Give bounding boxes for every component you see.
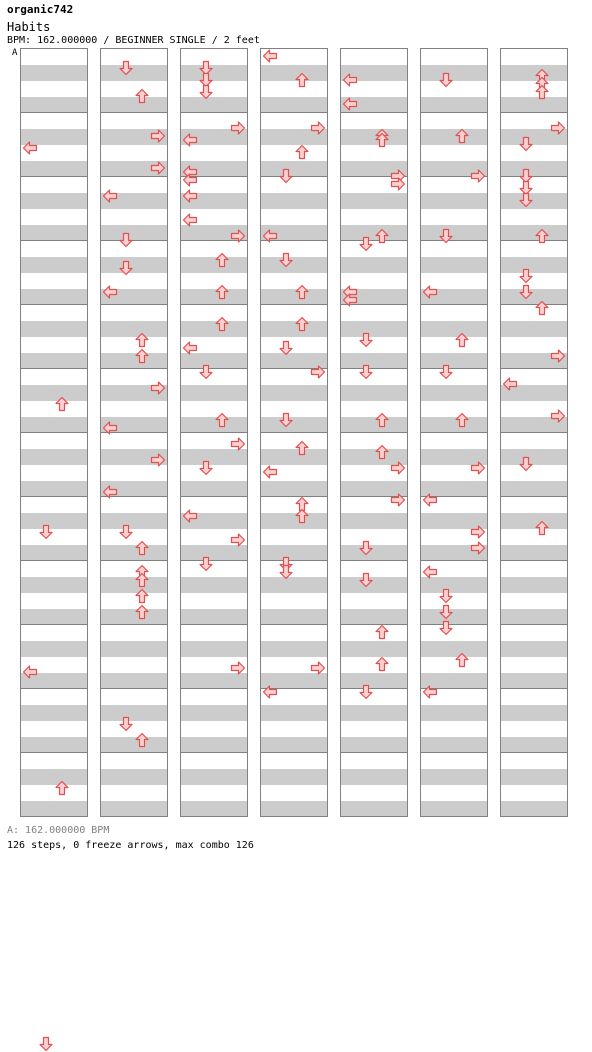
step-arrow-down-icon <box>38 1036 54 1052</box>
step-arrow-left-icon <box>102 284 118 300</box>
step-arrow-down-icon <box>518 268 534 284</box>
measure-block <box>420 176 488 241</box>
step-arrow-up-icon <box>374 132 390 148</box>
step-arrow-down-icon <box>358 540 374 556</box>
measure-block <box>340 304 408 369</box>
measure-block <box>500 432 568 497</box>
step-arrow-right-icon <box>150 380 166 396</box>
step-arrow-left-icon <box>502 376 518 392</box>
step-arrow-left-icon <box>422 564 438 580</box>
step-arrow-down-icon <box>118 60 134 76</box>
step-arrow-right-icon <box>230 120 246 136</box>
measure-block <box>260 752 328 817</box>
step-arrow-right-icon <box>230 436 246 452</box>
measure-block <box>180 624 248 689</box>
step-arrow-down-icon <box>38 524 54 540</box>
step-arrow-left-icon <box>182 172 198 188</box>
step-arrow-up-icon <box>454 412 470 428</box>
step-arrow-left-icon <box>262 684 278 700</box>
step-arrow-up-icon <box>374 444 390 460</box>
step-arrow-right-icon <box>470 168 486 184</box>
step-arrow-left-icon <box>262 464 278 480</box>
step-arrow-down-icon <box>278 412 294 428</box>
step-arrow-up-icon <box>534 228 550 244</box>
step-arrow-up-icon <box>134 332 150 348</box>
step-arrow-up-icon <box>134 572 150 588</box>
step-arrow-up-icon <box>374 624 390 640</box>
step-arrow-left-icon <box>422 684 438 700</box>
step-arrow-down-icon <box>438 604 454 620</box>
step-arrow-right-icon <box>390 460 406 476</box>
step-arrow-down-icon <box>358 364 374 380</box>
measure-block <box>100 624 168 689</box>
step-arrow-right-icon <box>310 660 326 676</box>
step-arrow-down-icon <box>438 364 454 380</box>
step-arrow-left-icon <box>422 492 438 508</box>
step-arrow-up-icon <box>134 540 150 556</box>
user-name: organic742 <box>7 3 74 16</box>
step-arrow-right-icon <box>470 524 486 540</box>
step-arrow-down-icon <box>518 284 534 300</box>
step-arrow-left-icon <box>182 212 198 228</box>
step-arrow-left-icon <box>342 292 358 308</box>
measure-block <box>420 48 488 113</box>
step-arrow-down-icon <box>278 168 294 184</box>
step-arrow-left-icon <box>102 188 118 204</box>
measure-block <box>500 240 568 305</box>
step-arrow-down-icon <box>438 620 454 636</box>
step-arrow-left-icon <box>422 284 438 300</box>
step-arrow-down-icon <box>278 564 294 580</box>
step-arrow-left-icon <box>22 664 38 680</box>
step-arrow-down-icon <box>118 232 134 248</box>
step-arrow-right-icon <box>390 492 406 508</box>
step-arrow-up-icon <box>294 316 310 332</box>
measure-block <box>100 176 168 241</box>
chart-column <box>100 48 168 816</box>
step-arrow-up-icon <box>294 144 310 160</box>
step-arrow-down-icon <box>518 136 534 152</box>
step-arrow-left-icon <box>182 132 198 148</box>
step-arrow-up-icon <box>294 284 310 300</box>
measure-block <box>260 560 328 625</box>
measure-block <box>500 560 568 625</box>
step-arrow-up-icon <box>134 604 150 620</box>
step-arrow-right-icon <box>550 408 566 424</box>
step-arrow-down-icon <box>118 716 134 732</box>
measure-block <box>500 624 568 689</box>
step-arrow-down-icon <box>118 260 134 276</box>
chart-column <box>420 48 488 816</box>
step-arrow-up-icon <box>374 412 390 428</box>
step-arrow-down-icon <box>358 572 374 588</box>
chart-column <box>180 48 248 816</box>
step-arrow-right-icon <box>470 460 486 476</box>
measure-block <box>500 752 568 817</box>
measure-block <box>180 48 248 113</box>
step-arrow-right-icon <box>150 128 166 144</box>
measure-block <box>180 688 248 753</box>
song-title: Habits <box>7 20 51 34</box>
measure-block <box>20 176 88 241</box>
chart-column <box>20 48 88 816</box>
step-arrow-up-icon <box>54 396 70 412</box>
step-arrow-right-icon <box>230 228 246 244</box>
chart-info: BPM: 162.000000 / BEGINNER SINGLE / 2 feet <box>7 35 260 46</box>
step-arrow-right-icon <box>550 348 566 364</box>
measure-block <box>340 560 408 625</box>
bpm-marker: A <box>12 48 18 58</box>
measure-block <box>20 560 88 625</box>
step-arrow-down-icon <box>278 340 294 356</box>
step-arrow-right-icon <box>310 120 326 136</box>
step-arrow-up-icon <box>134 732 150 748</box>
measure-block <box>420 752 488 817</box>
step-arrow-left-icon <box>102 484 118 500</box>
measure-block <box>260 624 328 689</box>
step-arrow-up-icon <box>534 520 550 536</box>
measure-block <box>20 240 88 305</box>
step-arrow-left-icon <box>102 420 118 436</box>
step-arrow-up-icon <box>294 508 310 524</box>
measure-block <box>340 752 408 817</box>
measure-block <box>500 688 568 753</box>
measure-block <box>340 688 408 753</box>
step-arrow-right-icon <box>230 532 246 548</box>
step-arrow-down-icon <box>278 252 294 268</box>
step-arrow-down-icon <box>198 460 214 476</box>
step-arrow-up-icon <box>294 440 310 456</box>
step-arrow-down-icon <box>198 364 214 380</box>
step-arrow-up-icon <box>294 72 310 88</box>
step-arrow-up-icon <box>374 228 390 244</box>
step-arrow-down-icon <box>518 192 534 208</box>
step-arrow-down-icon <box>198 84 214 100</box>
step-arrow-left-icon <box>22 140 38 156</box>
measure-block <box>260 304 328 369</box>
step-arrow-left-icon <box>342 96 358 112</box>
step-arrow-up-icon <box>454 652 470 668</box>
step-arrow-left-icon <box>182 508 198 524</box>
step-arrow-left-icon <box>182 340 198 356</box>
step-arrow-up-icon <box>214 252 230 268</box>
step-arrow-down-icon <box>358 684 374 700</box>
chart-column <box>500 48 568 816</box>
step-arrow-down-icon <box>118 524 134 540</box>
step-arrow-right-icon <box>310 364 326 380</box>
chart-column <box>340 48 408 816</box>
step-arrow-down-icon <box>438 72 454 88</box>
step-arrow-up-icon <box>134 88 150 104</box>
step-arrow-right-icon <box>390 176 406 192</box>
step-arrow-right-icon <box>150 160 166 176</box>
step-arrow-down-icon <box>358 332 374 348</box>
step-arrow-down-icon <box>518 456 534 472</box>
step-arrow-down-icon <box>438 588 454 604</box>
step-arrow-right-icon <box>230 660 246 676</box>
step-arrow-up-icon <box>134 588 150 604</box>
step-arrow-left-icon <box>262 48 278 64</box>
step-arrow-up-icon <box>214 284 230 300</box>
step-arrow-left-icon <box>182 188 198 204</box>
measure-block <box>180 496 248 561</box>
step-arrow-up-icon <box>214 412 230 428</box>
step-arrow-down-icon <box>358 236 374 252</box>
step-arrow-up-icon <box>374 656 390 672</box>
step-arrow-up-icon <box>54 780 70 796</box>
step-arrow-up-icon <box>534 300 550 316</box>
measure-block <box>100 752 168 817</box>
step-arrow-right-icon <box>470 540 486 556</box>
step-arrow-down-icon <box>438 228 454 244</box>
measure-block <box>20 48 88 113</box>
measure-block <box>20 496 88 561</box>
step-stats: 126 steps, 0 freeze arrows, max combo 126 <box>7 840 254 851</box>
step-arrow-up-icon <box>454 128 470 144</box>
measure-block <box>180 752 248 817</box>
step-arrow-up-icon <box>214 316 230 332</box>
bpm-summary: A: 162.000000 BPM <box>7 825 110 836</box>
step-arrow-up-icon <box>454 332 470 348</box>
chart-column <box>260 48 328 816</box>
step-arrow-left-icon <box>342 72 358 88</box>
step-arrow-left-icon <box>262 228 278 244</box>
step-arrow-down-icon <box>198 556 214 572</box>
measure-block <box>20 432 88 497</box>
measure-block <box>180 560 248 625</box>
measure-block <box>180 304 248 369</box>
step-arrow-right-icon <box>550 120 566 136</box>
step-arrow-up-icon <box>134 348 150 364</box>
measure-block <box>20 304 88 369</box>
measure-block <box>20 688 88 753</box>
step-arrow-right-icon <box>150 452 166 468</box>
step-arrow-up-icon <box>534 84 550 100</box>
